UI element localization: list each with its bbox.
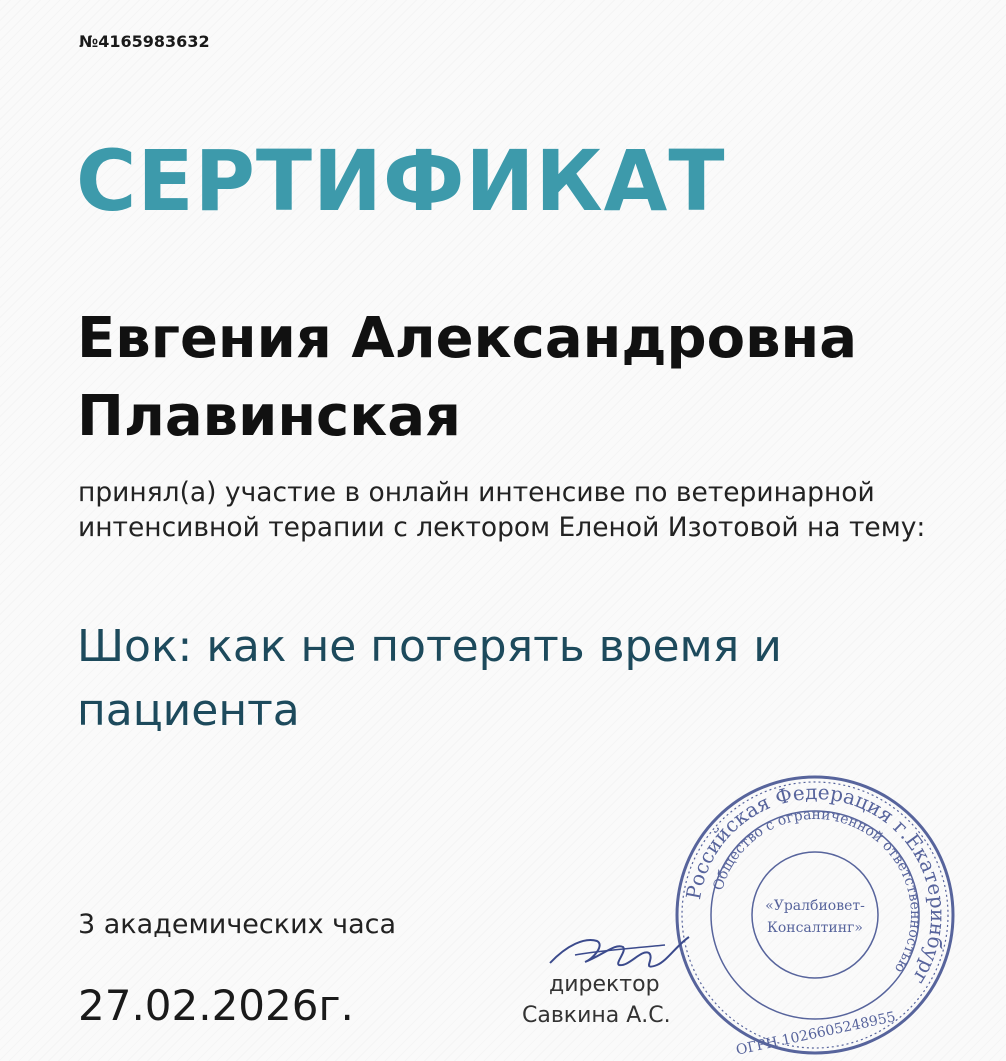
stamp-outer-text: Российская Федерация г.Екатеринбург <box>681 779 951 989</box>
certificate-number: №4165983632 <box>79 32 210 51</box>
certificate-title: СЕРТИФИКАТ <box>76 132 726 230</box>
academic-hours: 3 академических часа <box>78 909 397 940</box>
topic-line-1: Шок: как не потерять время и <box>77 621 782 672</box>
company-stamp <box>665 770 965 1061</box>
stamp-center-line-1: «Уралбиовет- <box>765 898 865 914</box>
issue-date: 27.02.2026г. <box>78 981 354 1030</box>
recipient-name-line-2: Плавинская <box>77 384 461 449</box>
description-line-2: интенсивной терапии с лектором Еленой Изотовой на тему: <box>78 512 926 543</box>
description-line-1: принял(а) участие в онлайн интенсиве по ветеринарной <box>78 477 875 508</box>
course-topic <box>77 615 782 743</box>
topic-line-2: пациента <box>77 685 300 736</box>
stamp-inner-text: Общество с ограниченной ответственностью <box>710 806 924 976</box>
recipient-name-line-1: Евгения Александровна <box>77 306 858 371</box>
signature-name: Савкина А.С. <box>522 1003 671 1028</box>
recipient-name <box>77 300 857 456</box>
participation-description <box>78 475 1006 545</box>
stamp-ogrn: ОГРН 1026605248955 <box>734 1009 898 1059</box>
stamp-center-line-2: Консалтинг» <box>767 920 863 936</box>
signature-role: директор <box>549 972 660 997</box>
